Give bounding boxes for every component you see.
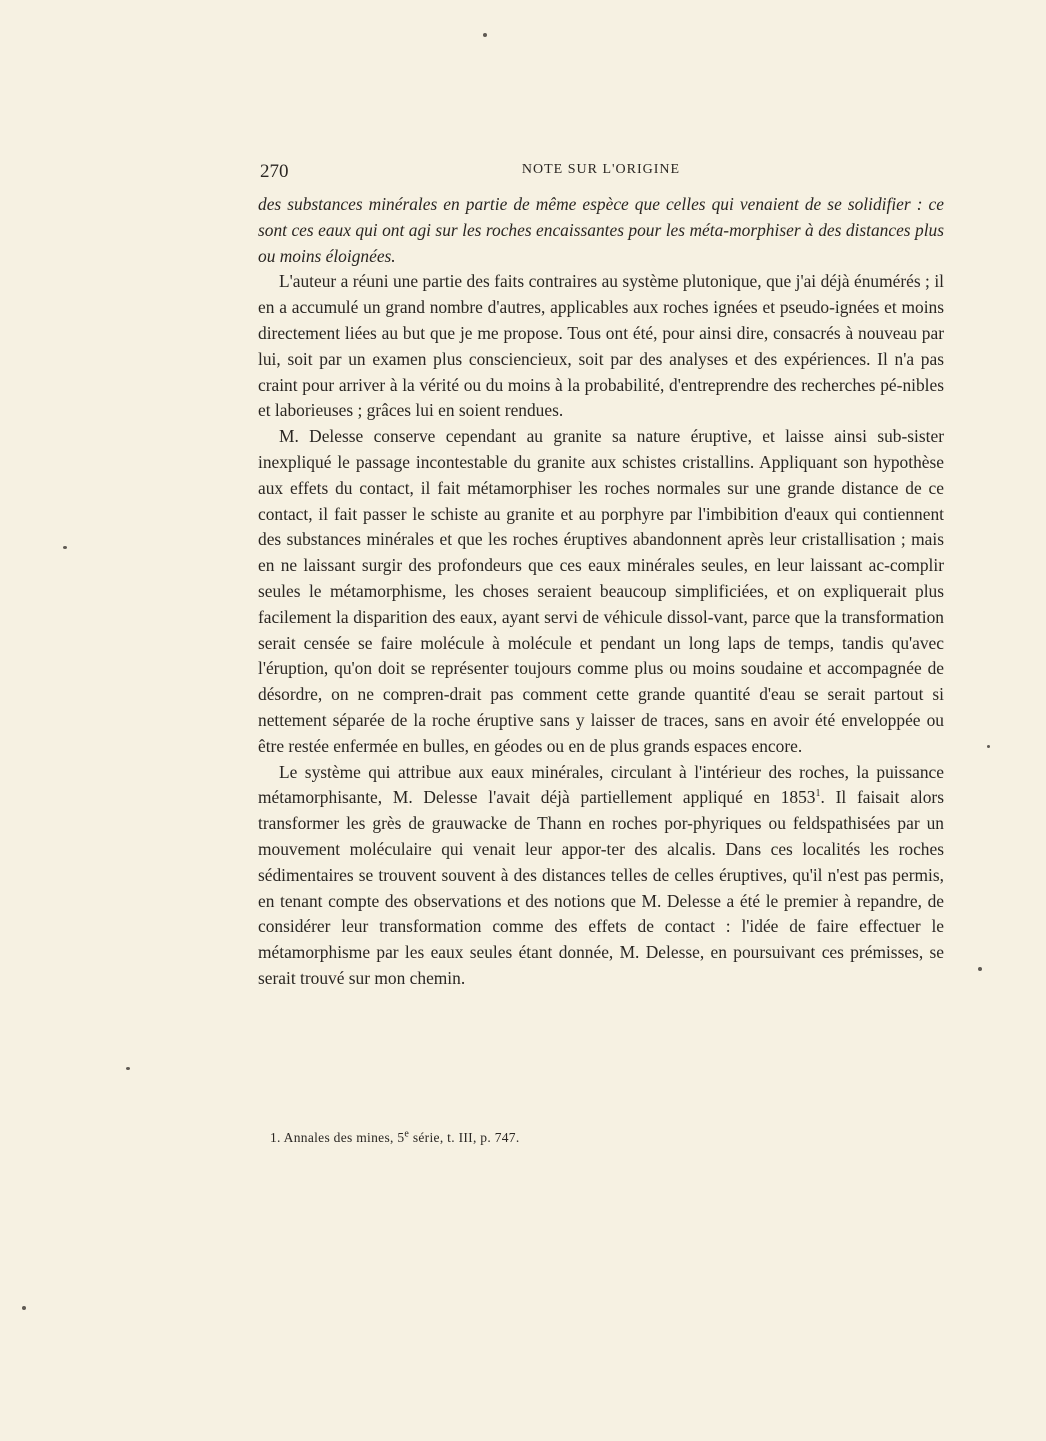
body-text <box>258 192 944 992</box>
ink-speck <box>987 745 990 748</box>
footnote <box>270 1130 930 1146</box>
intro-italic-text: des substances minérales en partie de même espèce que celles qui venaient de se solidifier : ce sont ces eaux qui ont agi sur les roches encaissantes pour les méta-morphiser à des distances plus ou moins éloignées. <box>258 194 944 266</box>
paragraph-3-text-before-note: Le système qui attribue aux eaux minérales, circulant à l'intérieur des roches, la puissance métamorphisante, M. Delesse l'avait déjà partiellement appliqué en 1853 <box>258 761 944 808</box>
ink-speck <box>22 1306 26 1310</box>
ink-speck <box>978 967 982 971</box>
ink-speck <box>126 1067 130 1070</box>
paragraph-3 <box>258 760 944 992</box>
footnote-text-after-sup: série, t. III, p. 747. <box>409 1130 520 1145</box>
footnote-text-before-sup: Annales des mines, 5 <box>283 1130 405 1145</box>
ink-speck <box>63 546 67 549</box>
paragraph-3-text-after-note: . Il faisait alors transformer les grès de grauwacke de Thann en roches por-phyriques ou feldspathisées par un mouvement moléculaire qui venait leur appor-ter des alcalis. Dans ces localités les roches sédimentaires se trouvent souvent à des distances telles de celles éruptives, qu'il n'est pas permis, en tenant compte des observations et des notions que M. Delesse a été le premier à repandre, de considérer leur transformation comme des effets de contact : l'idée de faire effectuer le métamorphisme par les eaux seules étant donnée, M. Delesse, en poursuivant ces prémisses, se serait trouvé sur mon chemin. <box>258 787 944 988</box>
paragraph-2: M. Delesse conserve cependant au granite sa nature éruptive, et laisse ainsi sub-sister inexpliqué le passage incontestable du granite aux schistes cristallins. Appliquant son hypothèse aux effets du contact, il fait métamorphiser les roches normales sur une grande distance de ce contact, il fait passer le schiste au granite et au porphyre par l'imbibition d'eaux qui contiennent des substances minérales et que les roches éruptives abandonnent après leur cristallisation ; mais en ne laissant surgir des profondeurs que ces eaux minérales seules, en leur laissant ac-complir seules le métamorphisme, les choses seraient beaucoup simplificiées, et on expliquerait plus facilement la disparition des eaux, ayant servi de véhicule dissol-vant, parce que la transformation serait censée se faire molécule à molécule et pendant un long laps de temps, tandis qu'avec l'éruption, qu'on doit se représenter toujours comme plus ou moins soudaine et accompagnée de désordre, on ne compren-drait pas comment cette grande quantité d'eau se serait partout si nettement séparée de la roche éruptive sans y laisser de traces, sans en avoir été enveloppée ou être restée enfermée en bulles, en géodes ou en de plus grands espaces encore. <box>258 426 944 756</box>
footnote-superscript: e <box>404 1128 410 1140</box>
footnote-number: 1. <box>270 1130 281 1145</box>
page-number: 270 <box>260 161 289 182</box>
intro-italic-paragraph <box>258 192 944 269</box>
page-header <box>258 157 944 187</box>
paragraph-1: L'auteur a réuni une partie des faits contraires au système plutonique, que j'ai déjà énumérés ; il en a accumulé un grand nombre d'autres, applicables aux roches ignées et pseudo-ignées et moins directement liées au but que je me propose. Tous ont été, pour ainsi dire, consacrés à nouveau par lui, soit par un examen plus consciencieux, soit par des analyses et des expériences. Il n'a pas craint pour arriver à la vérité ou du moins à la probabilité, d'entreprendre des recherches pé-nibles et laborieuses ; grâces lui en soient rendues. <box>258 271 944 421</box>
running-head: NOTE SUR L'ORIGINE <box>521 162 681 177</box>
ink-speck <box>483 33 487 37</box>
footnote-reference: 1 <box>815 788 821 800</box>
